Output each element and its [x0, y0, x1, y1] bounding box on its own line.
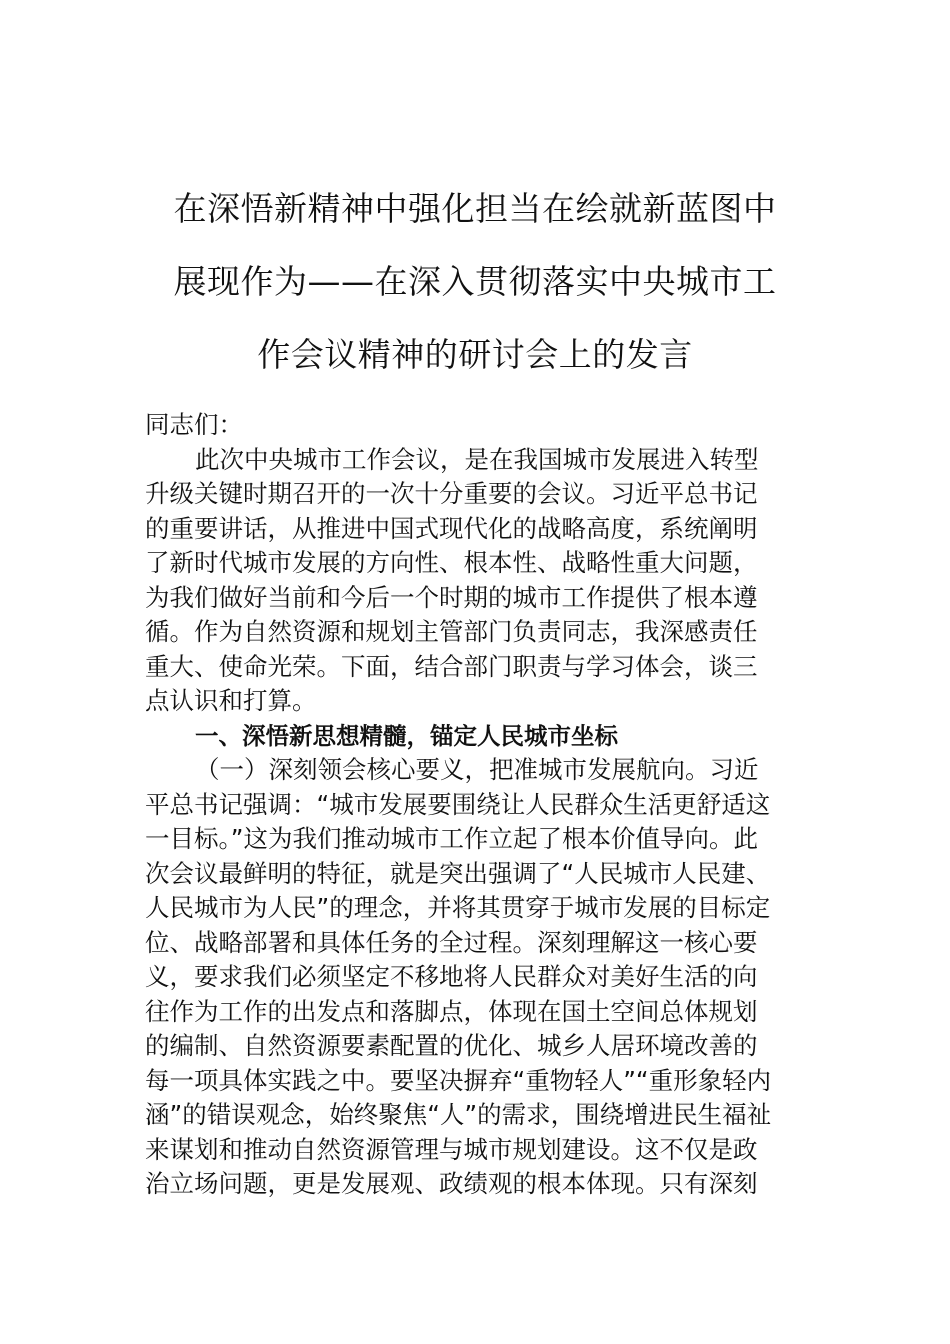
paragraph-line: 一目标。”这为我们推动城市工作立起了根本价值导向。此 — [145, 824, 758, 853]
title-line: 作会议精神的研讨会上的发言 — [257, 335, 693, 374]
title-line: 展现作为——在深入贯彻落实中央城市工 — [173, 262, 777, 301]
document-title — [130, 172, 820, 391]
paragraph-line: 往作为工作的出发点和落脚点，体现在国土空间总体规划 — [145, 996, 758, 1026]
title-line: 在深悟新精神中强化担当在绘就新蓝图中 — [173, 189, 777, 228]
paragraph-line: 为我们做好当前和今后一个时期的城市工作提供了根本遵 — [145, 582, 758, 612]
paragraph-line: 涵”的错误观念，始终聚焦“人”的需求，围绕增进民生福祉 — [145, 1100, 772, 1129]
paragraph-line: 义，要求我们必须坚定不移地将人民群众对美好生活的向 — [145, 962, 758, 991]
paragraph-line: （一）深刻领会核心要义，把准城市发展航向。习近 — [195, 755, 759, 784]
paragraph-line: 升级关键时期召开的一次十分重要的会议。习近平总书记 — [145, 479, 758, 508]
salutation: 同志们： — [145, 410, 243, 439]
paragraph-line: 平总书记强调：“城市发展要围绕让人民群众生活更舒适这 — [145, 789, 771, 819]
paragraph-line: 次会议最鲜明的特征，就是突出强调了“人民城市人民建、 — [145, 858, 771, 888]
paragraph-line: 了新时代城市发展的方向性、根本性、战略性重大问题， — [145, 548, 758, 577]
paragraph-line: 来谋划和推动自然资源管理与城市规划建设。这不仅是政 — [145, 1134, 758, 1164]
paragraph-line: 治立场问题，更是发展观、政绩观的根本体现。只有深刻 — [145, 1169, 758, 1198]
document-body — [145, 408, 810, 1202]
section-heading: 一、深悟新思想精髓，锚定人民城市坐标 — [195, 721, 618, 750]
paragraph-line: 每一项具体实践之中。要坚决摒弃“重物轻人”“重形象轻内 — [145, 1065, 772, 1095]
paragraph-line: 位、战略部署和具体任务的全过程。深刻理解这一核心要 — [145, 927, 758, 957]
paragraph-line: 点认识和打算。 — [145, 686, 317, 715]
paragraph-line: 人民城市为人民”的理念，并将其贯穿于城市发展的目标定 — [145, 893, 771, 922]
paragraph-line: 重大、使命光荣。下面，结合部门职责与学习体会，谈三 — [145, 651, 758, 681]
paragraph-line: 此次中央城市工作会议，是在我国城市发展进入转型 — [195, 444, 759, 474]
paragraph-line: 的编制、自然资源要素配置的优化、城乡人居环境改善的 — [145, 1031, 758, 1060]
paragraph-line: 的重要讲话，从推进中国式现代化的战略高度，系统阐明 — [145, 513, 758, 543]
paragraph-line: 循。作为自然资源和规划主管部门负责同志，我深感责任 — [145, 617, 758, 646]
